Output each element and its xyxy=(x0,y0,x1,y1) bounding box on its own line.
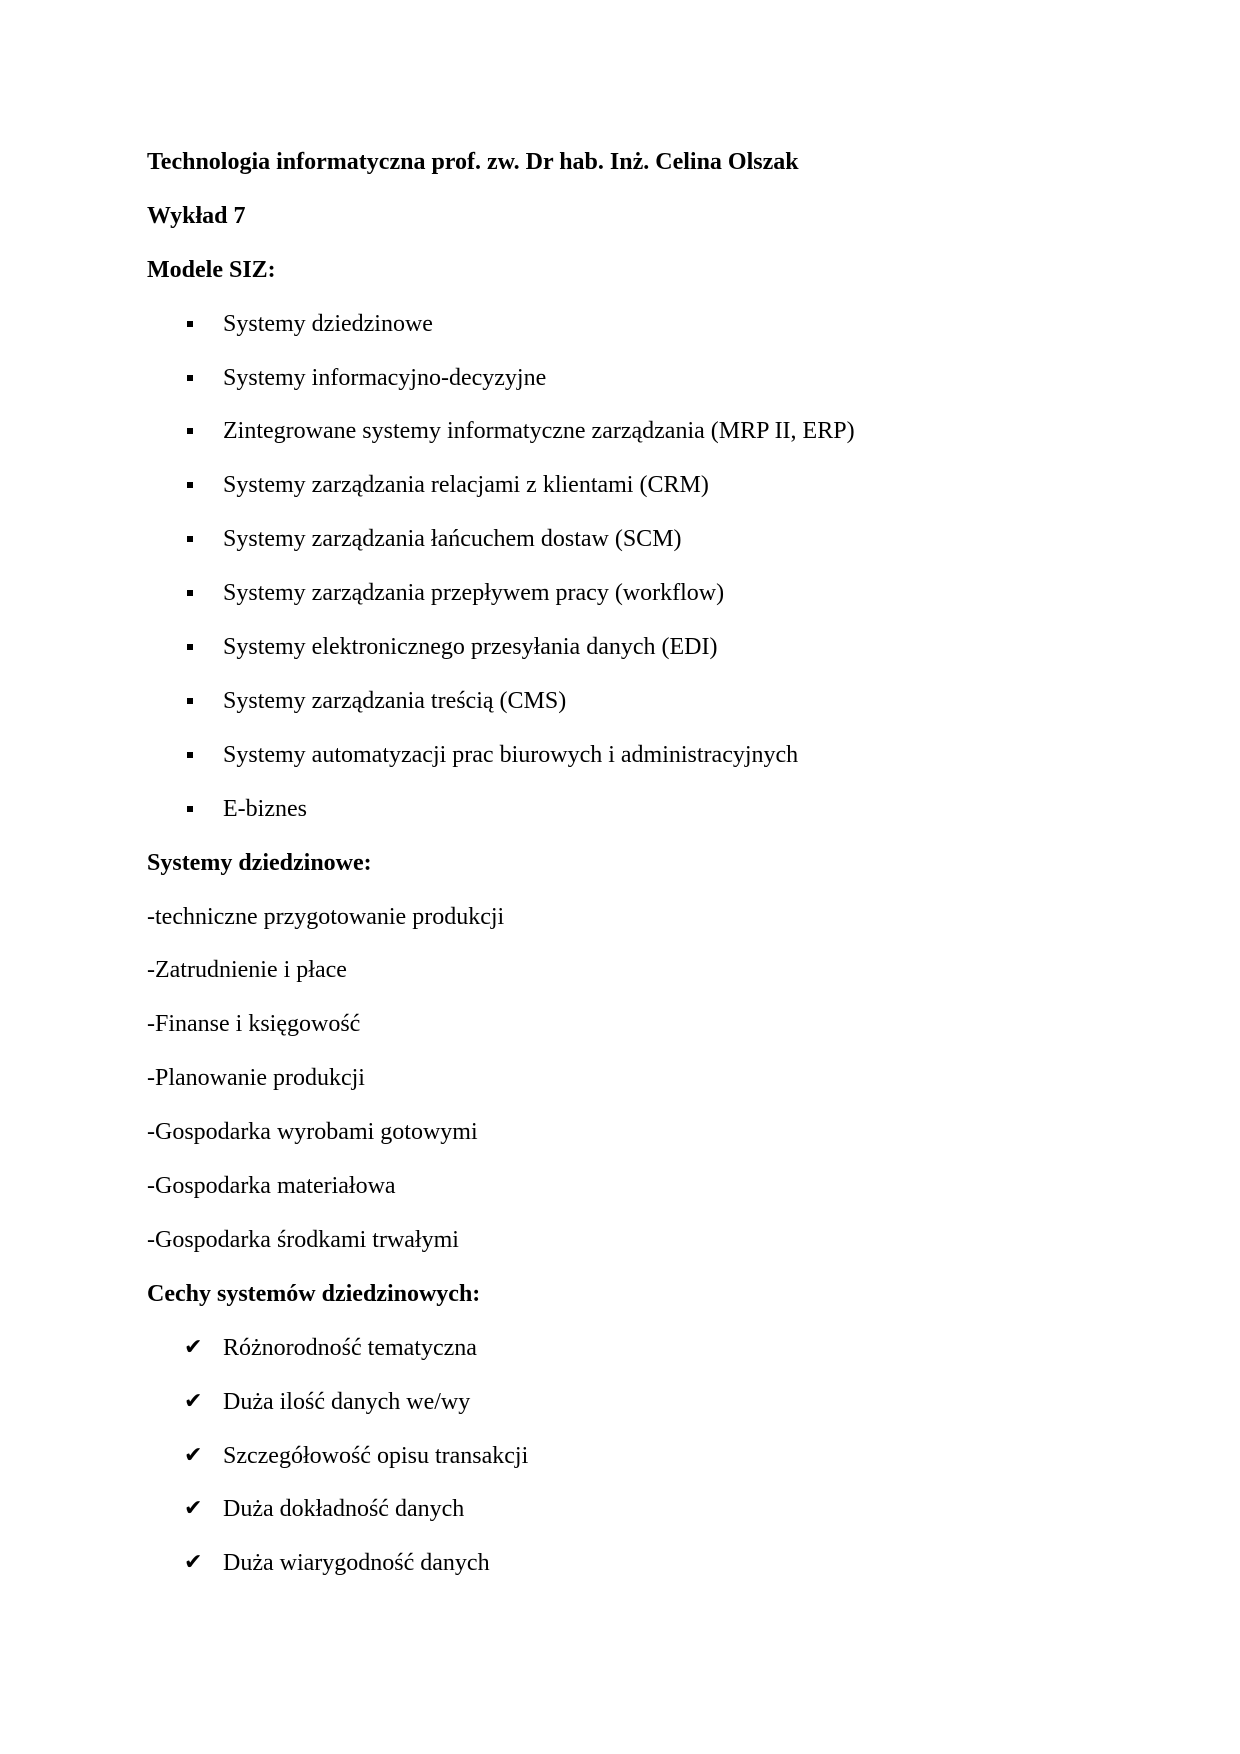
checkmark-icon: ✔ xyxy=(184,1389,203,1414)
list-item: -Gospodarka materiałowa xyxy=(147,1173,396,1199)
models-heading: Modele SIZ: xyxy=(147,257,276,283)
lecture-number: Wykład 7 xyxy=(147,203,246,229)
domain-systems-heading: Systemy dziedzinowe: xyxy=(147,850,372,876)
list-item: -Zatrudnienie i płace xyxy=(147,957,347,983)
document-page: Technologia informatyczna prof. zw. Dr hab. Inż. Celina Olszak Wykład 7 Modele SIZ: Systemy dziedzinowe Systemy informacyjno-decyzyjne Zintegrowane systemy informatyczne zarządzania (MRP II, ERP) Systemy zarządzania relacjami z klientami (CRM) Systemy zarządzania łańcuchem dostaw (SCM) Systemy zarządzania przepływem pracy (workflow) Systemy elektronicznego przesyłania danych (EDI) Systemy zarządzania treścią (CMS) Systemy automatyzacji prac biurowych i administracyjnych E-biznes Systemy dziedzinowe: -techniczne przygotowanie produkcji -Zatrudnienie i płace -Finanse i księgowość -Planowanie produkcji -Gospodarka wyrobami gotowymi -Gospodarka materiałowa -Gospodarka środkami trwałymi Cechy systemów dziedzinowych: ✔ Różnorodność tematyczna ✔ Duża ilość danych we/wy ✔ Szczegółowość opisu transakcji ✔ Duża dokładność danych ✔ Duża wiarygodność danych xyxy=(147,149,855,1576)
checkmark-icon: ✔ xyxy=(184,1496,203,1521)
checkmark-icon: ✔ xyxy=(184,1443,203,1468)
list-item: -Finanse i księgowość xyxy=(147,1011,361,1037)
list-item: -techniczne przygotowanie produkcji xyxy=(147,904,505,930)
list-item: -Gospodarka wyrobami gotowymi xyxy=(147,1119,478,1145)
list-item: -Planowanie produkcji xyxy=(147,1065,365,1091)
document-title: Technologia informatyczna prof. zw. Dr hab. Inż. Celina Olszak xyxy=(147,149,799,175)
features-heading: Cechy systemów dziedzinowych: xyxy=(147,1281,481,1307)
checkmark-icon: ✔ xyxy=(184,1335,203,1360)
list-item: -Gospodarka środkami trwałymi xyxy=(147,1227,459,1253)
checkmark-icon: ✔ xyxy=(184,1550,203,1575)
